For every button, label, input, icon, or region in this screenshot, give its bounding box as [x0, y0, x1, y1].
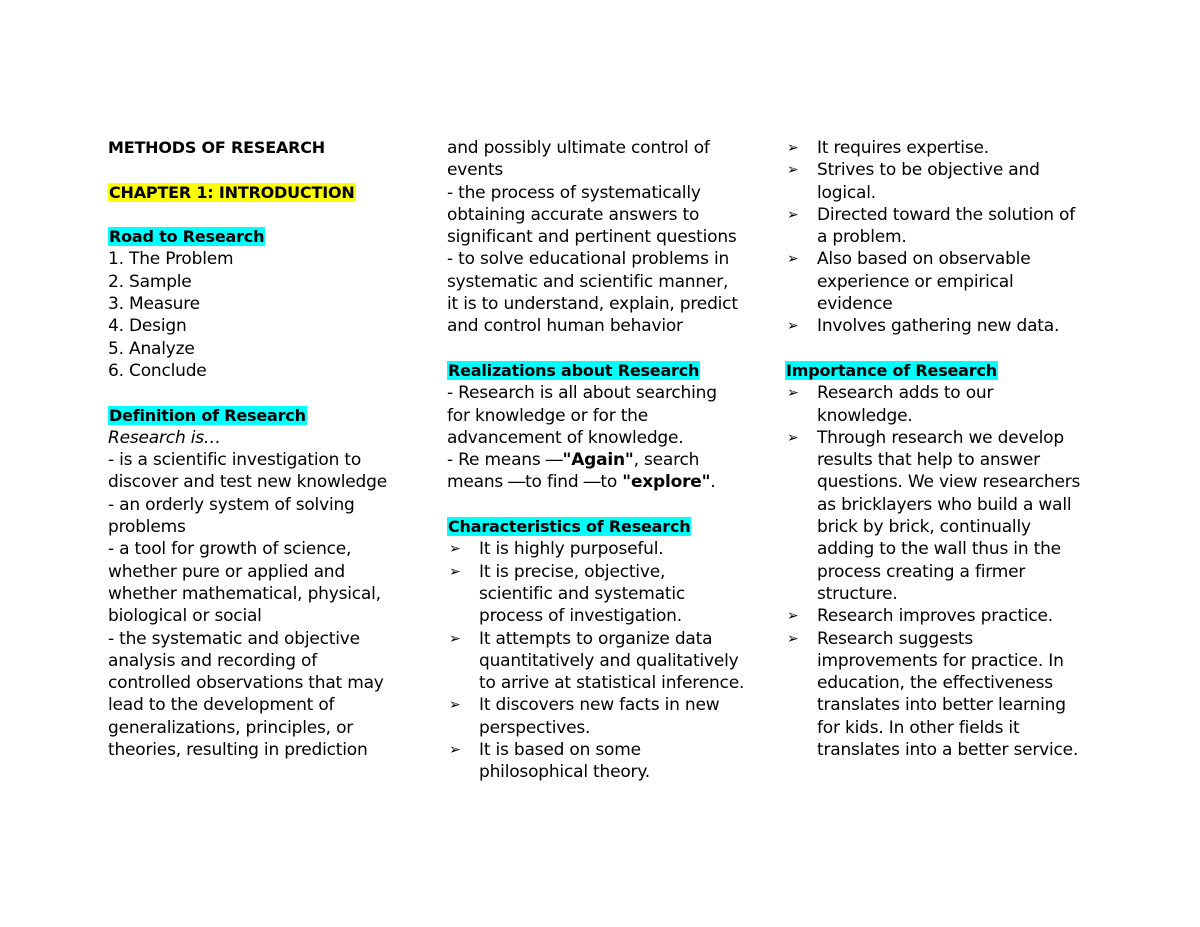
bullet-line: evidence: [817, 294, 893, 315]
spacer: [108, 204, 426, 226]
bullet-line: Research suggests: [817, 628, 974, 649]
characteristics-heading: Characteristics of Research: [448, 517, 691, 537]
arrow-bullet-icon: ➢: [787, 140, 799, 156]
bullet-line: improvements for practice. In: [817, 650, 1064, 671]
definition-line: - to solve educational problems in: [447, 249, 730, 270]
bullet-line: structure.: [817, 583, 898, 604]
bullet-text: [817, 204, 1105, 249]
bullet-line: It is highly purposeful.: [479, 539, 664, 560]
re-means-suffix: , search: [633, 450, 700, 471]
bullet-item: [785, 248, 1105, 315]
bullet-line: process of investigation.: [479, 606, 682, 627]
bullet-item: [785, 137, 1105, 159]
means-line: [447, 471, 765, 493]
arrow-bullet-icon: ➢: [787, 608, 799, 625]
definition-line: - the systematic and objective: [108, 628, 360, 649]
definition-line: theories, resulting in prediction: [108, 740, 368, 761]
arrow-bullet-icon: ➢: [787, 251, 799, 268]
bullet-line: knowledge.: [817, 405, 913, 426]
definition-heading: Definition of Research: [109, 405, 306, 425]
definition-line: discover and test new knowledge: [108, 472, 387, 493]
bullet-line: for kids. In other fields it: [817, 717, 1020, 738]
bullet-line: as bricklayers who build a wall: [817, 494, 1072, 515]
bullet-item: [785, 315, 1105, 337]
bullet-line: Research improves practice.: [817, 606, 1053, 627]
arrow-bullet-icon: ➢: [449, 541, 461, 558]
road-step: 6. Conclude: [108, 360, 207, 381]
bullet-text: [817, 248, 1105, 315]
definition-line: - an orderly system of solving: [108, 494, 355, 515]
realizations-line: - Research is all about searching: [447, 383, 717, 404]
importance-heading: Importance of Research: [786, 360, 997, 380]
road-step: 1. The Problem: [108, 249, 234, 270]
definition-line: whether mathematical, physical,: [108, 583, 381, 604]
bullet-line: It requires expertise.: [817, 138, 989, 158]
bullet-item: [785, 204, 1105, 249]
bullet-line: adding to the wall thus in the: [817, 539, 1061, 560]
explore-word: "explore": [622, 472, 711, 493]
realizations-line: advancement of knowledge.: [447, 427, 684, 448]
spacer: [447, 494, 765, 516]
definition-line: generalizations, principles, or: [108, 717, 354, 738]
bullet-text: [817, 137, 1105, 159]
arrow-bullet-icon: ➢: [787, 630, 799, 647]
bullet-item: [447, 628, 765, 695]
bullet-line: It discovers new facts in new: [479, 695, 720, 716]
definition-line: lead to the development of: [108, 695, 335, 716]
bullet-item: [447, 538, 765, 560]
definition-line: systematic and scientific manner,: [447, 271, 729, 292]
bullet-item: [785, 427, 1105, 605]
means-prefix: means ―to find ―to: [447, 472, 623, 493]
document-title: METHODS OF RESEARCH: [108, 138, 325, 157]
definition-line: obtaining accurate answers to: [447, 204, 700, 225]
bullet-line: translates into a better service.: [817, 740, 1079, 761]
road-step: 2. Sample: [108, 271, 192, 292]
bullet-line: process creating a firmer: [817, 561, 1026, 582]
definition-line: - a tool for growth of science,: [108, 539, 352, 560]
bullet-line: It is based on some: [479, 740, 641, 761]
bullet-line: brick by brick, continually: [817, 517, 1031, 538]
bullet-text: [817, 427, 1105, 605]
realizations-heading: Realizations about Research: [448, 360, 700, 380]
bullet-line: Through research we develop: [817, 427, 1064, 448]
definition-line: and control human behavior: [447, 316, 683, 337]
bullet-line: translates into better learning: [817, 695, 1066, 716]
bullet-line: experience or empirical: [817, 271, 1014, 292]
road-step: 4. Design: [108, 316, 187, 337]
arrow-bullet-icon: ➢: [787, 206, 799, 223]
spacer: [108, 382, 426, 404]
bullet-line: quantitatively and qualitatively: [479, 650, 739, 671]
spacer: [785, 338, 1105, 360]
road-step: 5. Analyze: [108, 338, 195, 359]
definition-line: whether pure or applied and: [108, 561, 345, 582]
realizations-line: for knowledge or for the: [447, 405, 649, 426]
bullet-text: [817, 605, 1105, 627]
definition-line: analysis and recording of: [108, 650, 318, 671]
bullet-text: [479, 561, 765, 628]
bullet-line: Strives to be objective and: [817, 160, 1040, 181]
bullet-line: Involves gathering new data.: [817, 316, 1060, 337]
bullet-line: logical.: [817, 182, 876, 203]
bullet-line: philosophical theory.: [479, 762, 650, 783]
bullet-line: perspectives.: [479, 717, 591, 738]
definition-line: it is to understand, explain, predict: [447, 294, 738, 315]
road-to-research-heading: Road to Research: [109, 227, 265, 247]
definition-line: significant and pertinent questions: [447, 227, 737, 248]
arrow-bullet-icon: ➢: [787, 429, 799, 446]
characteristics-list: [447, 538, 765, 783]
means-suffix: .: [710, 472, 716, 493]
bullet-line: It attempts to organize data: [479, 628, 713, 649]
arrow-bullet-icon: ➢: [787, 162, 799, 179]
arrow-bullet-icon: ➢: [449, 563, 461, 580]
bullet-text: [817, 628, 1105, 762]
definition-line: problems: [108, 517, 186, 538]
bullet-line: education, the effectiveness: [817, 673, 1053, 694]
bullet-line: It is precise, objective,: [479, 561, 666, 582]
bullet-text: [479, 538, 765, 560]
definition-line: - the process of systematically: [447, 182, 701, 203]
arrow-bullet-icon: ➢: [787, 385, 799, 402]
chapter-title: CHAPTER 1: INTRODUCTION: [109, 182, 355, 202]
again-word: "Again": [562, 450, 634, 471]
definition-line: controlled observations that may: [108, 673, 384, 694]
bullet-item: [785, 159, 1105, 204]
definition-line: events: [447, 160, 504, 181]
spacer: [108, 159, 426, 181]
bullet-line: questions. We view researchers: [817, 472, 1081, 493]
bullet-line: results that help to answer: [817, 450, 1040, 471]
definition-line: and possibly ultimate control of: [447, 138, 710, 158]
column-1: [108, 137, 426, 761]
characteristics-continued-list: [785, 137, 1105, 338]
bullet-text: [479, 628, 765, 695]
bullet-item: [447, 694, 765, 739]
definition-line: biological or social: [108, 606, 262, 627]
bullet-text: [817, 382, 1105, 427]
bullet-text: [817, 315, 1105, 337]
bullet-text: [817, 159, 1105, 204]
column-3: [785, 137, 1105, 761]
bullet-text: [479, 739, 765, 784]
bullet-item: [447, 561, 765, 628]
importance-list: [785, 382, 1105, 761]
spacer: [447, 338, 765, 360]
column-2: [447, 137, 765, 784]
definition-intro: Research is…: [108, 427, 221, 448]
arrow-bullet-icon: ➢: [449, 697, 461, 714]
bullet-item: [785, 605, 1105, 627]
arrow-bullet-icon: ➢: [449, 742, 461, 759]
bullet-line: scientific and systematic: [479, 583, 686, 604]
realizations-body: [447, 382, 765, 493]
road-step: 3. Measure: [108, 294, 200, 315]
road-steps-list: [108, 248, 426, 382]
bullet-text: [479, 694, 765, 739]
re-means-line: [447, 449, 765, 471]
definition-continued: [447, 137, 765, 338]
bullet-line: a problem.: [817, 227, 907, 248]
bullet-line: Also based on observable: [817, 249, 1031, 270]
re-means-prefix: - Re means ―: [447, 450, 563, 471]
definition-line: - is a scientific investigation to: [108, 450, 362, 471]
arrow-bullet-icon: ➢: [787, 318, 799, 335]
bullet-line: to arrive at statistical inference.: [479, 673, 745, 694]
bullet-item: [785, 382, 1105, 427]
definition-body: [108, 449, 426, 761]
bullet-line: Research adds to our: [817, 383, 994, 404]
bullet-item: [447, 739, 765, 784]
bullet-item: [785, 628, 1105, 762]
bullet-line: Directed toward the solution of: [817, 204, 1076, 225]
arrow-bullet-icon: ➢: [449, 630, 461, 647]
